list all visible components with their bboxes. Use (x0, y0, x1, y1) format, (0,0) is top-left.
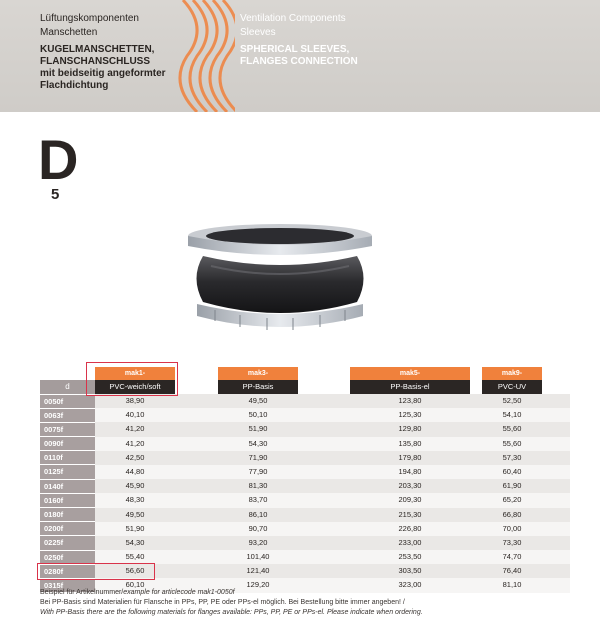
product-title-line-en: SPHERICAL SLEEVES, (240, 44, 350, 55)
price-cell: 57,30 (502, 452, 522, 462)
price-cell: 303,50 (398, 566, 422, 576)
price-cell: 48,30 (125, 495, 145, 505)
row-dimension-code: 0050f (40, 395, 95, 408)
price-cell: 209,30 (398, 495, 422, 505)
price-cell: 40,10 (125, 410, 145, 420)
price-cell: 83,70 (248, 495, 268, 505)
row-dimension-code: 0110f (40, 451, 95, 464)
row-dimension-code: 0180f (40, 508, 95, 521)
table-row (40, 394, 570, 408)
category-label-en: Ventilation Components (240, 13, 346, 24)
price-cell: 129,80 (398, 424, 422, 434)
table-row (40, 451, 570, 465)
highlight-box-mak1-header (86, 362, 178, 396)
spherical-sleeve-product-image (185, 220, 375, 338)
price-cell: 51,90 (248, 424, 268, 434)
subcategory-label-en: Sleeves (240, 27, 276, 38)
header-german-text (40, 12, 166, 92)
price-cell: 54,30 (248, 438, 268, 448)
price-cell: 61,90 (502, 481, 522, 491)
column-material: PP-Basis (218, 380, 298, 394)
column-code: mak5- (350, 367, 470, 380)
price-cell: 50,10 (248, 410, 268, 420)
price-cell: 60,40 (502, 466, 522, 476)
price-cell: 41,20 (125, 438, 145, 448)
column-code: mak1- (95, 367, 175, 380)
column-material: PVC-UV (482, 380, 542, 394)
example-line (40, 588, 580, 598)
price-cell: 60,10 (125, 580, 145, 590)
column-code: mak3- (218, 367, 298, 380)
price-cell: 66,80 (502, 509, 522, 519)
price-cell: 123,80 (398, 396, 422, 405)
row-dimension-code: 0315f (40, 579, 95, 592)
subcategory-label: Manschetten (40, 27, 98, 38)
highlight-box-0315f-row (37, 563, 155, 580)
price-cell: 121,40 (246, 566, 270, 576)
price-cell: 52,50 (502, 396, 522, 405)
price-cell: 49,50 (125, 509, 145, 519)
column-code: mak9- (482, 367, 542, 380)
price-cell: 81,10 (502, 580, 522, 590)
example-en: example for articlecode mak1-0050f (123, 589, 235, 596)
price-cell: 90,70 (248, 523, 268, 533)
row-dimension-code: 0140f (40, 480, 95, 493)
product-title-line: KUGELMANSCHETTEN, (40, 44, 155, 55)
table-row (40, 493, 570, 507)
price-cell: 135,80 (398, 438, 422, 448)
row-dimension-code: 0250f (40, 551, 95, 564)
header-english-text (240, 12, 358, 68)
table-row (40, 465, 570, 479)
row-dimension-code: 0280f (40, 565, 95, 578)
price-cell: 49,50 (248, 396, 268, 405)
price-cell: 38,90 (125, 396, 145, 405)
price-cell: 56,60 (125, 566, 145, 576)
price-cell: 73,30 (502, 537, 522, 547)
product-title-line: Flachdichtung (40, 80, 109, 91)
column-material: PVC-weich/soft (95, 380, 175, 394)
row-dimension-code: 0063f (40, 409, 95, 422)
table-row (40, 479, 570, 493)
price-cell: 101,40 (246, 552, 270, 562)
product-title-line: FLANSCHANSCHLUSS (40, 56, 150, 67)
price-cell: 54,10 (502, 410, 522, 420)
example-prefix: Beispiel für Artikelnummer/ (40, 589, 124, 596)
table-row (40, 508, 570, 522)
section-letter: D (38, 128, 79, 191)
price-cell: 45,90 (125, 481, 145, 491)
price-cell: 194,80 (398, 466, 422, 476)
product-title-line: mit beidseitig angeformter (40, 68, 166, 79)
table-row (40, 536, 570, 550)
row-dimension-code: 0160f (40, 494, 95, 507)
price-cell: 179,80 (398, 452, 422, 462)
price-cell: 129,20 (246, 580, 270, 590)
price-cell: 54,30 (125, 537, 145, 547)
price-cell: 55,40 (125, 552, 145, 562)
column-material: PP-Basis-el (350, 380, 470, 394)
price-cell: 42,50 (125, 452, 145, 462)
footer-notes (40, 588, 580, 618)
price-cell: 55,60 (502, 424, 522, 434)
price-cell: 253,50 (398, 552, 422, 562)
price-cell: 41,20 (125, 424, 145, 434)
table-row (40, 437, 570, 451)
table-row (40, 522, 570, 536)
column-d-label: d (40, 380, 95, 394)
row-dimension-code: 0125f (40, 465, 95, 478)
category-label: Lüftungskomponenten (40, 13, 139, 24)
price-cell: 65,20 (502, 495, 522, 505)
product-title-line-en: FLANGES CONNECTION (240, 56, 358, 67)
price-table (40, 367, 570, 593)
price-cell: 71,90 (248, 452, 268, 462)
price-cell: 125,30 (398, 410, 422, 420)
price-cell: 74,70 (502, 552, 522, 562)
note-english: With PP-Basis there are the following materials for flanges available: PPs, PP, PE or PPs-el. Please indicate when ordering. (40, 609, 423, 616)
note-german: Bei PP-Basis sind Materialien für Flansche in PPs, PP, PE oder PPs-el möglich. Bei Bestellung bitte immer angeben! / (40, 599, 405, 606)
price-cell: 93,20 (248, 537, 268, 547)
catalog-header (0, 0, 600, 112)
price-cell: 323,00 (398, 580, 422, 590)
price-cell: 215,30 (398, 509, 422, 519)
price-cell: 55,60 (502, 438, 522, 448)
price-cell: 226,80 (398, 523, 422, 533)
price-cell: 81,30 (248, 481, 268, 491)
price-cell: 203,30 (398, 481, 422, 491)
price-cell: 233,00 (398, 537, 422, 547)
row-dimension-code: 0075f (40, 423, 95, 436)
table-row (40, 408, 570, 422)
row-dimension-code: 0090f (40, 437, 95, 450)
price-cell: 77,90 (248, 466, 268, 476)
decorative-wave-graphic (175, 0, 235, 112)
row-dimension-code: 0200f (40, 522, 95, 535)
section-number: 5 (51, 186, 60, 203)
table-row (40, 422, 570, 436)
price-cell: 76,40 (502, 566, 522, 576)
price-cell: 86,10 (248, 509, 268, 519)
row-dimension-code: 0225f (40, 536, 95, 549)
price-cell: 44,80 (125, 466, 145, 476)
price-cell: 51,90 (125, 523, 145, 533)
price-cell: 70,00 (502, 523, 522, 533)
